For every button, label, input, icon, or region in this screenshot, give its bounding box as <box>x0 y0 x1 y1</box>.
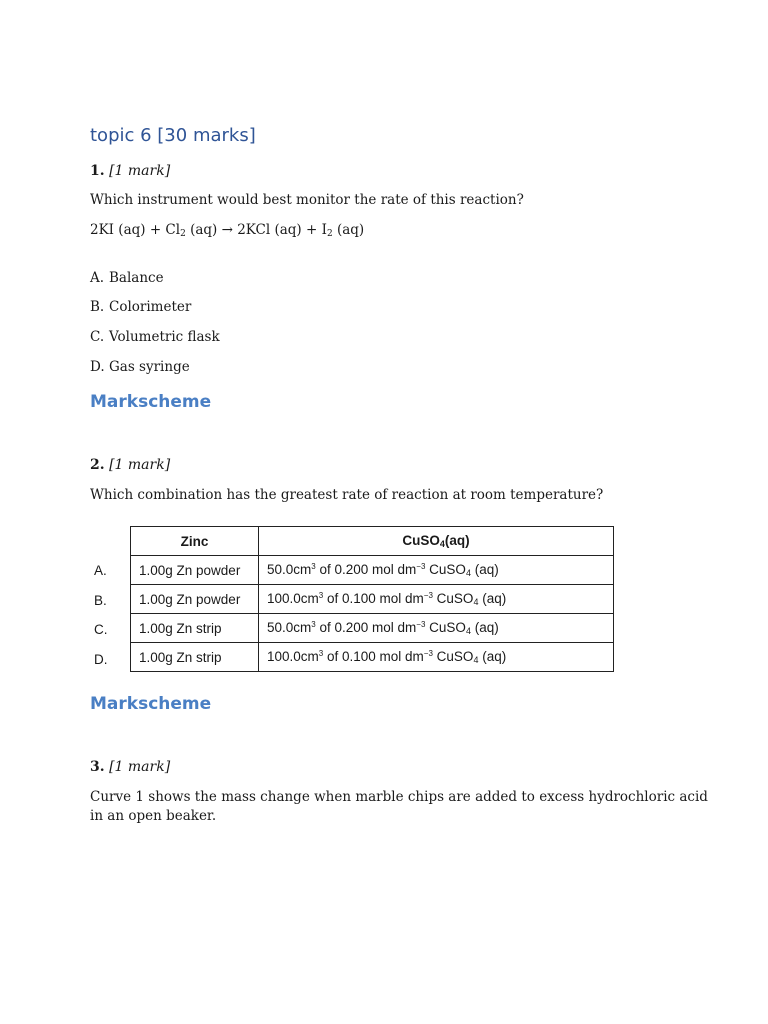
cell-part: 100.0cm <box>267 591 319 606</box>
option-a <box>90 270 164 286</box>
cell-superscript: 3 <box>311 620 316 629</box>
cell-part: (aq) <box>478 649 507 664</box>
question-2-header <box>90 457 170 473</box>
cell-part: CuSO <box>432 649 474 664</box>
question-2-number: 2. <box>90 457 105 473</box>
cell-cuso4 <box>259 556 614 585</box>
table-row <box>131 614 614 643</box>
equation-subscript: 2 <box>326 229 333 239</box>
cell-part: of 0.100 mol dm <box>323 649 424 664</box>
question-1-number: 1. <box>90 163 105 179</box>
page-title: topic 6 [30 marks] <box>90 125 256 146</box>
cell-part: 50.0cm <box>267 562 312 577</box>
cell-part: CuSO <box>425 620 466 635</box>
cell-subscript: 4 <box>465 568 471 578</box>
question-3-number: 3. <box>90 759 105 775</box>
option-d <box>90 359 190 375</box>
cell-cuso4 <box>259 643 614 672</box>
option-letter: A. <box>90 270 105 286</box>
equation-part: (aq) <box>332 222 365 238</box>
cell-superscript: −3 <box>423 649 433 658</box>
equation-part: (aq) → 2KCl (aq) + I <box>185 222 327 238</box>
row-letter-b: B. <box>94 593 107 608</box>
cell-superscript: 3 <box>311 562 316 571</box>
question-3-header <box>90 759 170 775</box>
table-row <box>131 585 614 614</box>
cell-part: CuSO <box>432 591 474 606</box>
question-1-equation <box>90 221 364 244</box>
header-part: (aq) <box>444 533 470 548</box>
equation-part: 2KI (aq) + Cl <box>90 222 181 238</box>
cell-subscript: 4 <box>465 626 471 636</box>
option-text: Colorimeter <box>109 299 192 315</box>
cell-cuso4 <box>259 585 614 614</box>
cell-zinc: 1.00g Zn strip <box>131 614 259 643</box>
cell-zinc: 1.00g Zn powder <box>131 585 259 614</box>
question-1-prompt: Which instrument would best monitor the rate of this reaction? <box>90 192 524 208</box>
cell-part: CuSO <box>425 562 466 577</box>
cell-superscript: −3 <box>416 562 426 571</box>
cell-part: 50.0cm <box>267 620 312 635</box>
cell-part: (aq) <box>470 562 499 577</box>
zinc-table <box>130 526 614 672</box>
option-text: Volumetric flask <box>109 329 220 345</box>
cell-superscript: 3 <box>318 649 324 658</box>
markscheme-link-1[interactable]: Markscheme <box>90 392 212 412</box>
cell-subscript: 4 <box>473 597 479 607</box>
table-row <box>131 643 614 672</box>
option-letter: C. <box>90 329 105 345</box>
table-header-row <box>131 527 614 556</box>
option-b <box>90 299 191 315</box>
option-letter: D. <box>90 359 105 375</box>
cell-superscript: −3 <box>423 591 433 600</box>
equation-subscript: 2 <box>180 229 186 239</box>
question-3-prompt-line: Curve 1 shows the mass change when marble chips are added to excess hydrochloric acid <box>90 789 708 805</box>
row-letter-d: D. <box>94 652 108 667</box>
question-2-prompt: Which combination has the greatest rate of reaction at room temperature? <box>90 487 604 503</box>
row-letter-a: A. <box>94 563 107 578</box>
row-letter-c: C. <box>94 622 108 637</box>
cell-part: (aq) <box>478 591 507 606</box>
cell-part: of 0.200 mol dm <box>315 562 417 577</box>
header-cuso4 <box>259 527 614 556</box>
question-3-prompt <box>90 788 708 826</box>
header-part: CuSO <box>402 533 440 548</box>
cell-zinc: 1.00g Zn powder <box>131 556 259 585</box>
option-text: Gas syringe <box>109 359 190 375</box>
question-3-prompt-line: in an open beaker. <box>90 808 217 824</box>
cell-part: (aq) <box>470 620 499 635</box>
cell-part: 100.0cm <box>267 649 319 664</box>
option-c <box>90 329 220 345</box>
cell-part: of 0.100 mol dm <box>323 591 424 606</box>
markscheme-link-2[interactable]: Markscheme <box>90 694 212 714</box>
question-3-marks: [1 mark] <box>109 759 171 775</box>
cell-cuso4 <box>259 614 614 643</box>
cell-superscript: 3 <box>318 591 324 600</box>
question-1-header <box>90 163 170 179</box>
table-row <box>131 556 614 585</box>
cell-zinc: 1.00g Zn strip <box>131 643 259 672</box>
header-subscript: 4 <box>439 539 445 549</box>
cell-subscript: 4 <box>473 655 479 665</box>
cell-superscript: −3 <box>416 620 426 629</box>
cell-part: of 0.200 mol dm <box>315 620 417 635</box>
option-text: Balance <box>109 270 164 286</box>
header-zinc: Zinc <box>131 527 259 556</box>
question-2-marks: [1 mark] <box>109 457 171 473</box>
question-1-marks: [1 mark] <box>109 163 171 179</box>
option-letter: B. <box>90 299 105 315</box>
